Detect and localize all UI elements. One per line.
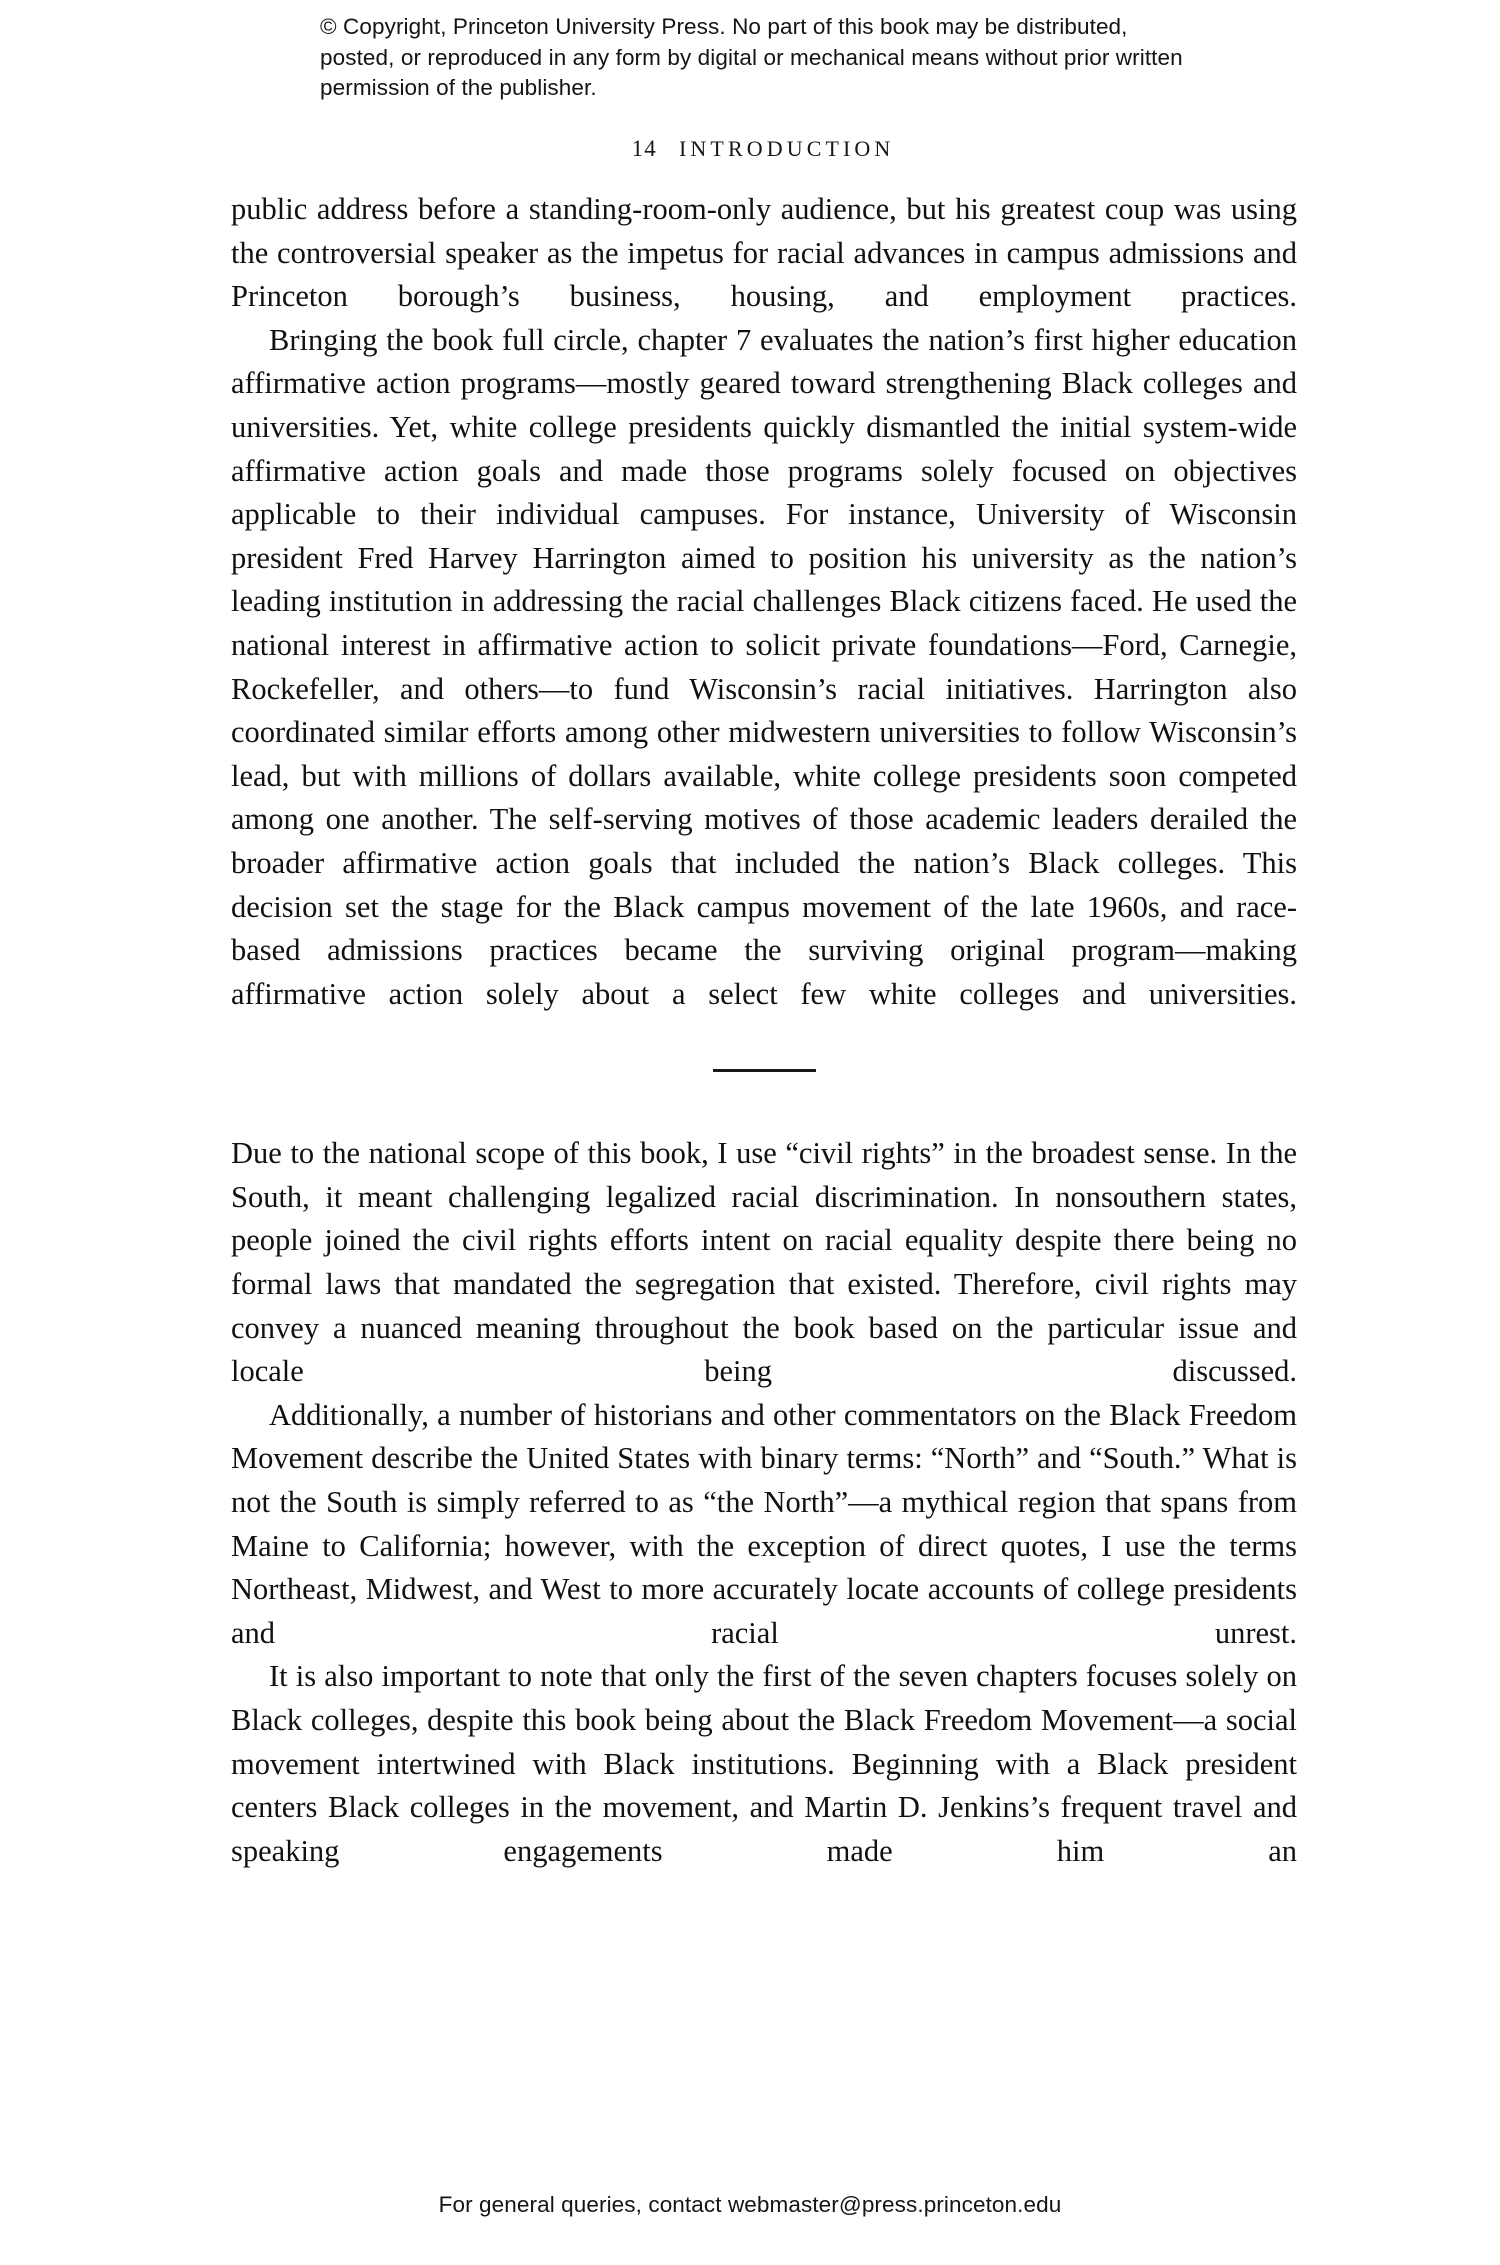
section-break-rule <box>713 1069 816 1072</box>
section-break <box>231 1016 1297 1132</box>
running-head <box>231 136 1295 162</box>
paragraph-civil-rights: Due to the national scope of this book, I use “civil rights” in the broadest sense. In the South, it meant challenging legalized racial discrimination. In nonsouthern states, people joined the civil rights efforts intent on racial equality despite there being no formal laws that mandated the segregation that existed. Therefore, civil rights may convey a nuanced meaning throughout the book based on the particular issue and locale being discussed. <box>231 1136 1297 1389</box>
running-head-title: INTRODUCTION <box>679 136 895 161</box>
footer-notice: For general queries, contact webmaster@press.princeton.edu <box>438 2192 1062 2217</box>
copyright-notice: © Copyright, Princeton University Press. No part of this book may be distributed, posted, or reproduced in any form by digital or mechanical means without prior written permission of the publisher. <box>320 14 1183 100</box>
paragraph-chapters-focus: It is also important to note that only the first of the seven chapters focuses solely on Black colleges, despite this book being about the Black Freedom Movement—a social movement intertwined with Black institutions. Beginning with a Black president centers Black colleges in the movement, and Martin D. Jenkins’s frequent travel and speaking engagements made him an <box>231 1659 1297 1868</box>
paragraph-continued: public address before a standing-room-only audience, but his greatest coup was using the controversial speaker as the impetus for racial advances in campus admissions and Princeton borough’s business, housing, and employment practices. <box>231 192 1297 314</box>
paragraph-north-south: Additionally, a number of historians and other commentators on the Black Freedom Movement describe the United States with binary terms: “North” and “South.” What is not the South is simply referred to as “the North”—a mythical region that spans from Maine to California; however, with the exception of direct quotes, I use the terms Northeast, Midwest, and West to more accurately locate accounts of college presidents and racial unrest. <box>231 1397 1297 1650</box>
paragraph-chapter-seven: Bringing the book full circle, chapter 7 evaluates the nation’s first higher education affirmative action programs—mostly geared toward strengthening Black colleges and universities. Yet, white college presidents quickly dismantled the initial system-wide affirmative action goals and made those programs solely focused on objectives applicable to their individual campuses. For instance, University of Wisconsin president Fred Harvey Harrington aimed to position his university as the nation’s leading institution in addressing the racial challenges Black citizens faced. He used the national interest in affirmative action to solicit private foundations—Ford, Carnegie, Rockefeller, and others—to fund Wisconsin’s racial initiatives. Harrington also coordinated similar efforts among other midwestern universities to follow Wisconsin’s lead, but with millions of dollars available, white college presidents soon competed among one another. The self-serving motives of those academic leaders derailed the broader affirmative action goals that included the nation’s Black colleges. This decision set the stage for the Black campus movement of the late 1960s, and race-based admissions practices became the surviving original program—making affirmative action solely about a select few white colleges and universities. <box>231 322 1297 1011</box>
page-number: 14 <box>631 136 657 161</box>
body-text-block <box>231 188 1297 1873</box>
